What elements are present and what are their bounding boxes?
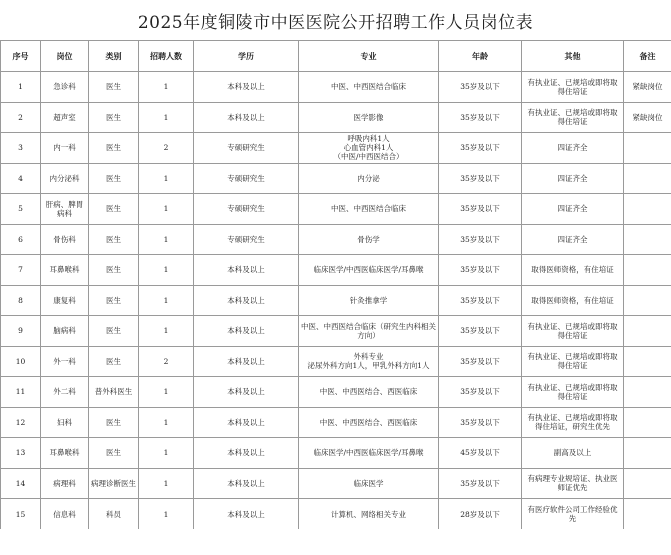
cell-post: 外一科 (41, 346, 89, 377)
cell-age: 35岁及以下 (439, 346, 522, 377)
cell-other: 有病理专业规培证、执业医师证优先 (522, 468, 624, 499)
cell-major: 临床医学/中西医临床医学/耳鼻喉 (299, 255, 439, 286)
cell-note (624, 468, 671, 499)
cell-note (624, 224, 671, 255)
cell-other: 有执业证、已规培或即将取得住培证，研究生优先 (522, 407, 624, 438)
cell-age: 35岁及以下 (439, 407, 522, 438)
cell-note: 紧缺岗位 (624, 72, 671, 103)
header-other: 其他 (522, 41, 624, 72)
cell-other: 有医疗软件公司工作经验优先 (522, 499, 624, 530)
table-row (1, 346, 671, 377)
cell-no: 7 (1, 255, 41, 286)
cell-count: 1 (139, 499, 194, 530)
cell-major: 外科专业 泌尿外科方向1人，甲乳外科方向1人 (299, 346, 439, 377)
cell-major: 临床医学/中西医临床医学/耳鼻喉 (299, 438, 439, 469)
cell-no: 3 (1, 133, 41, 164)
positions-table (0, 40, 671, 529)
cell-note: 紧缺岗位 (624, 102, 671, 133)
cell-no: 9 (1, 316, 41, 347)
cell-other: 四证齐全 (522, 224, 624, 255)
cell-other: 四证齐全 (522, 194, 624, 225)
cell-education: 本科及以上 (194, 346, 299, 377)
cell-no: 15 (1, 499, 41, 530)
cell-post: 骨伤科 (41, 224, 89, 255)
cell-count: 2 (139, 346, 194, 377)
header-age: 年龄 (439, 41, 522, 72)
table-row (1, 224, 671, 255)
cell-no: 4 (1, 163, 41, 194)
cell-no: 6 (1, 224, 41, 255)
cell-note (624, 285, 671, 316)
cell-count: 1 (139, 255, 194, 286)
table-row (1, 72, 671, 103)
cell-education: 本科及以上 (194, 468, 299, 499)
cell-note (624, 255, 671, 286)
cell-count: 1 (139, 407, 194, 438)
cell-age: 35岁及以下 (439, 194, 522, 225)
cell-post: 急诊科 (41, 72, 89, 103)
cell-no: 8 (1, 285, 41, 316)
page-title: 2025年度铜陵市中医医院公开招聘工作人员岗位表 (137, 13, 534, 33)
cell-other: 有执业证、已规培或即将取得住培证 (522, 346, 624, 377)
cell-age: 28岁及以下 (439, 499, 522, 530)
cell-post: 康复科 (41, 285, 89, 316)
cell-education: 专硕研究生 (194, 224, 299, 255)
cell-post: 妇科 (41, 407, 89, 438)
cell-education: 本科及以上 (194, 377, 299, 408)
table-row (1, 499, 671, 530)
cell-category: 医生 (89, 438, 139, 469)
cell-no: 2 (1, 102, 41, 133)
cell-note (624, 163, 671, 194)
cell-count: 1 (139, 102, 194, 133)
header-major: 专业 (299, 41, 439, 72)
header-row (1, 41, 671, 72)
cell-other: 取得医师资格，有住培证 (522, 285, 624, 316)
cell-post: 耳鼻喉科 (41, 255, 89, 286)
cell-education: 本科及以上 (194, 407, 299, 438)
cell-post: 内分泌科 (41, 163, 89, 194)
cell-age: 35岁及以下 (439, 468, 522, 499)
cell-no: 14 (1, 468, 41, 499)
cell-age: 35岁及以下 (439, 102, 522, 133)
cell-category: 科员 (89, 499, 139, 530)
cell-age: 45岁及以下 (439, 438, 522, 469)
cell-category: 医生 (89, 72, 139, 103)
cell-major: 中医、中西医结合临床 (299, 72, 439, 103)
cell-post: 超声室 (41, 102, 89, 133)
cell-major: 计算机、网络相关专业 (299, 499, 439, 530)
table-row (1, 407, 671, 438)
cell-category: 医生 (89, 194, 139, 225)
cell-count: 1 (139, 316, 194, 347)
table-row (1, 316, 671, 347)
cell-post: 耳鼻喉科 (41, 438, 89, 469)
cell-post: 内一科 (41, 133, 89, 164)
cell-count: 1 (139, 377, 194, 408)
cell-major: 中医、中西医结合、西医临床 (299, 377, 439, 408)
table-row (1, 102, 671, 133)
cell-no: 12 (1, 407, 41, 438)
header-post: 岗位 (41, 41, 89, 72)
cell-category: 医生 (89, 316, 139, 347)
cell-category: 普外科医生 (89, 377, 139, 408)
cell-category: 医生 (89, 346, 139, 377)
cell-post: 信息科 (41, 499, 89, 530)
cell-education: 本科及以上 (194, 72, 299, 103)
cell-major: 中医、中西医结合、西医临床 (299, 407, 439, 438)
cell-post: 脑病科 (41, 316, 89, 347)
cell-note (624, 316, 671, 347)
cell-other: 有执业证、已规培或即将取得住培证 (522, 316, 624, 347)
cell-no: 1 (1, 72, 41, 103)
cell-count: 1 (139, 194, 194, 225)
cell-count: 1 (139, 224, 194, 255)
cell-age: 35岁及以下 (439, 255, 522, 286)
cell-count: 1 (139, 72, 194, 103)
cell-major: 中医、中西医结合临床 (299, 194, 439, 225)
cell-note (624, 438, 671, 469)
header-count: 招聘人数 (139, 41, 194, 72)
cell-category: 医生 (89, 285, 139, 316)
cell-age: 35岁及以下 (439, 285, 522, 316)
cell-major: 临床医学 (299, 468, 439, 499)
cell-category: 医生 (89, 255, 139, 286)
cell-post: 外二科 (41, 377, 89, 408)
cell-age: 35岁及以下 (439, 316, 522, 347)
table-row (1, 285, 671, 316)
cell-major: 针灸推拿学 (299, 285, 439, 316)
cell-age: 35岁及以下 (439, 163, 522, 194)
cell-education: 本科及以上 (194, 255, 299, 286)
cell-other: 有执业证、已规培或即将取得住培证 (522, 72, 624, 103)
cell-category: 医生 (89, 133, 139, 164)
cell-note (624, 407, 671, 438)
cell-note (624, 346, 671, 377)
cell-education: 专硕研究生 (194, 163, 299, 194)
cell-note (624, 194, 671, 225)
table-row (1, 163, 671, 194)
header-note: 备注 (624, 41, 671, 72)
cell-age: 35岁及以下 (439, 224, 522, 255)
cell-other: 有执业证、已规培或即将取得住培证 (522, 102, 624, 133)
cell-note (624, 499, 671, 530)
table-row (1, 377, 671, 408)
cell-age: 35岁及以下 (439, 72, 522, 103)
cell-other: 有执业证、已规培或即将取得住培证 (522, 377, 624, 408)
cell-age: 35岁及以下 (439, 377, 522, 408)
cell-other: 四证齐全 (522, 133, 624, 164)
cell-age: 35岁及以下 (439, 133, 522, 164)
table-row (1, 133, 671, 164)
cell-major: 医学影像 (299, 102, 439, 133)
cell-major: 内分泌 (299, 163, 439, 194)
cell-note (624, 377, 671, 408)
cell-education: 本科及以上 (194, 102, 299, 133)
table-row (1, 194, 671, 225)
cell-education: 本科及以上 (194, 438, 299, 469)
cell-major: 骨伤学 (299, 224, 439, 255)
cell-post: 肝病、脾胃病科 (41, 194, 89, 225)
header-category: 类别 (89, 41, 139, 72)
cell-post: 病理科 (41, 468, 89, 499)
header-education: 学历 (194, 41, 299, 72)
cell-no: 11 (1, 377, 41, 408)
cell-other: 副高及以上 (522, 438, 624, 469)
cell-other: 四证齐全 (522, 163, 624, 194)
cell-education: 本科及以上 (194, 285, 299, 316)
cell-count: 2 (139, 133, 194, 164)
cell-no: 10 (1, 346, 41, 377)
table-body (1, 72, 671, 530)
cell-category: 医生 (89, 407, 139, 438)
cell-education: 本科及以上 (194, 499, 299, 530)
cell-education: 专硕研究生 (194, 194, 299, 225)
table-row (1, 468, 671, 499)
table-row (1, 255, 671, 286)
cell-no: 13 (1, 438, 41, 469)
table-row (1, 438, 671, 469)
cell-count: 1 (139, 468, 194, 499)
cell-count: 1 (139, 163, 194, 194)
cell-note (624, 133, 671, 164)
cell-category: 医生 (89, 224, 139, 255)
cell-education: 本科及以上 (194, 316, 299, 347)
cell-count: 1 (139, 285, 194, 316)
cell-other: 取得医师资格，有住培证 (522, 255, 624, 286)
cell-category: 病理诊断医生 (89, 468, 139, 499)
cell-education: 专硕研究生 (194, 133, 299, 164)
cell-category: 医生 (89, 163, 139, 194)
cell-major: 中医、中西医结合临床（研究生内科相关方向） (299, 316, 439, 347)
cell-count: 1 (139, 438, 194, 469)
header-no: 序号 (1, 41, 41, 72)
cell-no: 5 (1, 194, 41, 225)
cell-category: 医生 (89, 102, 139, 133)
cell-major: 呼吸内科1人 心血管内科1人 （中医/中西医结合） (299, 133, 439, 164)
